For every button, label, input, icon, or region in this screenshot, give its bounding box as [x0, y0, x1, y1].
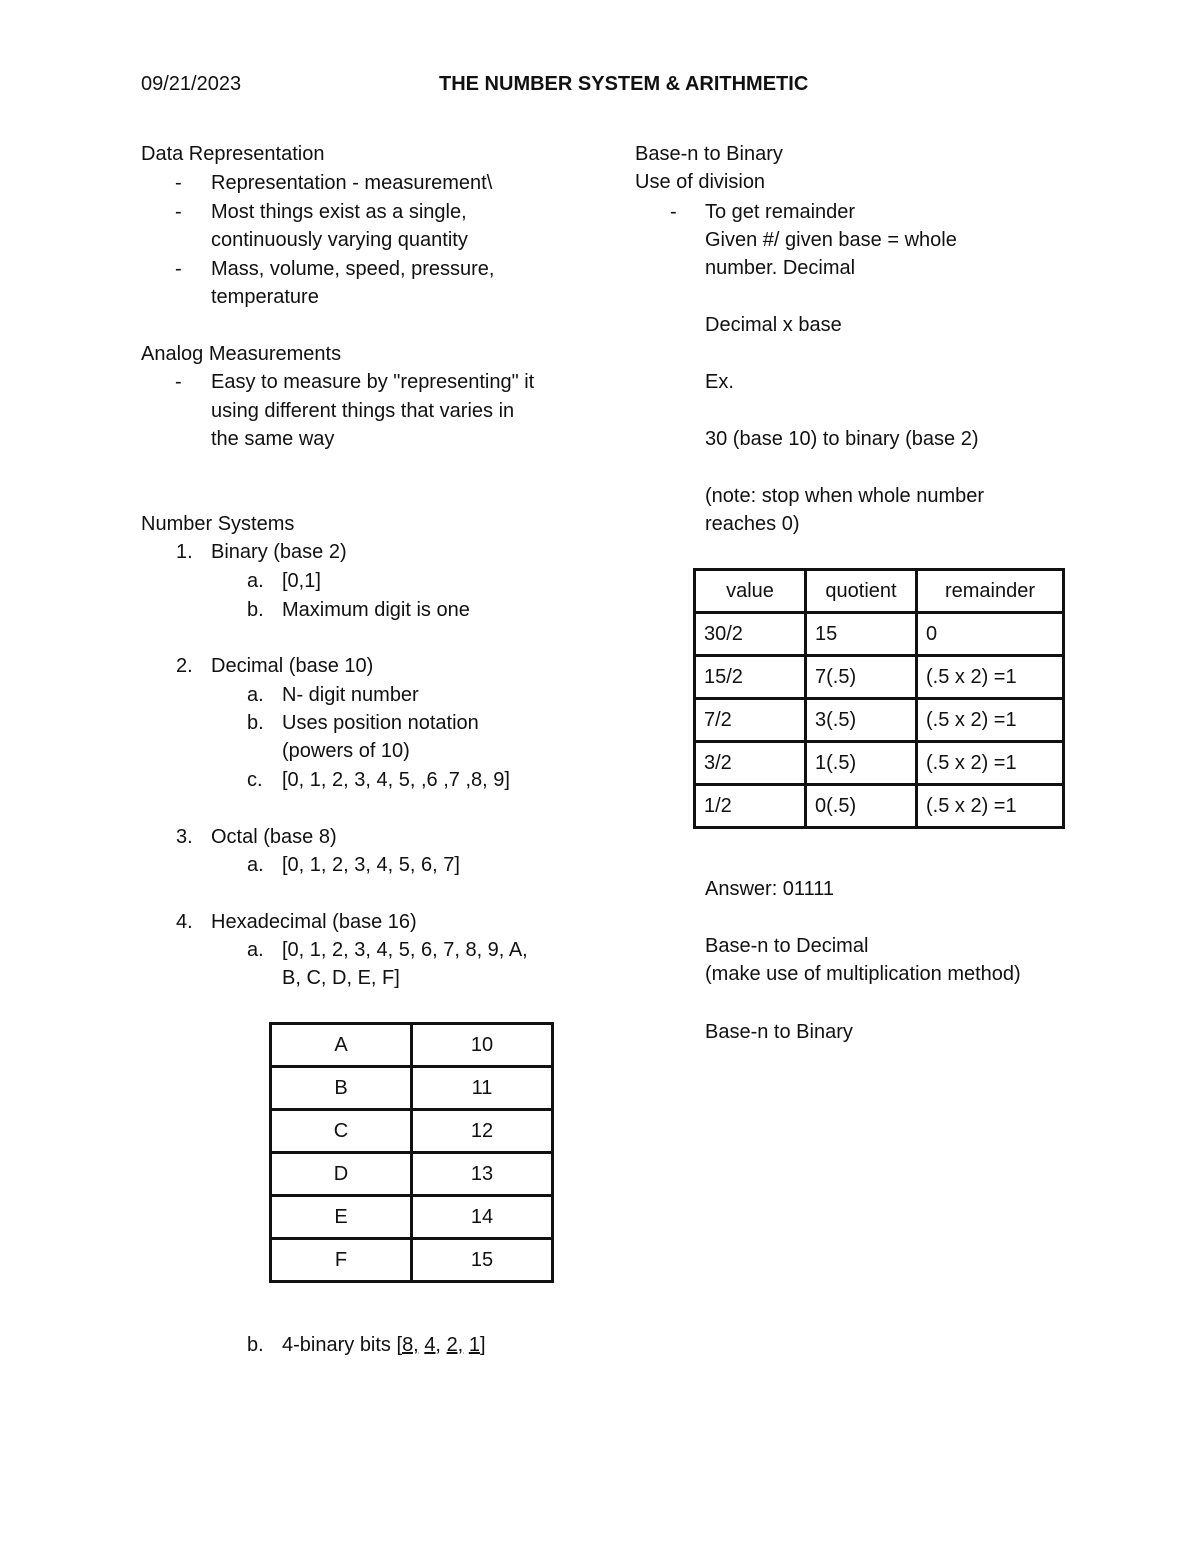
table-cell: (.5 x 2) =1: [917, 699, 1064, 742]
bullet-text: Easy to measure by "representing" it: [211, 371, 535, 393]
page-title: THE NUMBER SYSTEM & ARITHMETIC: [439, 73, 809, 95]
text-line: (make use of multiplication method): [705, 963, 1021, 985]
bullet-text: number. Decimal: [705, 257, 856, 279]
bullet-text: Mass, volume, speed, pressure,: [211, 258, 495, 280]
section-heading-number-systems: Number Systems: [141, 513, 295, 535]
table-cell: B: [271, 1067, 412, 1110]
list-subitem: [0, 1, 2, 3, 4, 5, 6, 7]: [282, 854, 460, 876]
table-cell: 3/2: [695, 742, 806, 785]
table-row: [695, 742, 1064, 785]
bits-suffix: ]: [479, 1334, 486, 1356]
table-row: [695, 613, 1064, 656]
table-cell: 10: [412, 1024, 553, 1067]
section-heading-base-n-to-decimal: Base-n to Decimal: [705, 935, 869, 957]
subheading-division: Use of division: [635, 171, 766, 193]
table-cell: D: [271, 1153, 412, 1196]
table-header-row: [695, 570, 1064, 613]
list-subitem: [0, 1, 2, 3, 4, 5, 6, 7, 8, 9, A,: [282, 939, 528, 961]
table-cell: 1/2: [695, 785, 806, 828]
list-subitem: (powers of 10): [282, 740, 410, 762]
table-cell: 7(.5): [806, 656, 917, 699]
list-item-decimal: Decimal (base 10): [211, 655, 374, 677]
table-cell: (.5 x 2) =1: [917, 742, 1064, 785]
table-cell: 12: [412, 1110, 553, 1153]
list-item-hexadecimal: Hexadecimal (base 16): [211, 911, 417, 933]
list-letter: b.: [247, 1334, 264, 1356]
bit-8: 8,: [402, 1334, 419, 1356]
table-row: [271, 1024, 553, 1067]
table-cell: (.5 x 2) =1: [917, 656, 1064, 699]
list-number: 2.: [176, 655, 193, 677]
bullet-text: continuously varying quantity: [211, 229, 468, 251]
table-cell: E: [271, 1196, 412, 1239]
list-letter: a.: [247, 939, 264, 961]
division-table: [693, 568, 1065, 829]
table-cell: 15/2: [695, 656, 806, 699]
list-item-octal: Octal (base 8): [211, 826, 337, 848]
table-cell: 0: [917, 613, 1064, 656]
list-subitem: Uses position notation: [282, 712, 479, 734]
bullet-dash: -: [670, 201, 677, 223]
table-row: [695, 656, 1064, 699]
bit-2: 2,: [446, 1334, 464, 1356]
bullet-text: temperature: [211, 286, 319, 308]
binary-bits-line: [282, 1331, 486, 1359]
table-cell: 30/2: [695, 613, 806, 656]
document-date: 09/21/2023: [141, 73, 242, 95]
list-subitem: [0,1]: [282, 570, 321, 592]
column-header: value: [695, 570, 806, 613]
list-letter: a.: [247, 570, 264, 592]
list-letter: a.: [247, 854, 264, 876]
list-letter: a.: [247, 684, 264, 706]
table-cell: 14: [412, 1196, 553, 1239]
list-letter: c.: [247, 769, 263, 791]
table-cell: 7/2: [695, 699, 806, 742]
column-header: quotient: [806, 570, 917, 613]
table-cell: F: [271, 1239, 412, 1282]
section-heading-data-representation: Data Representation: [141, 143, 325, 165]
section-heading-base-n-to-binary: Base-n to Binary: [635, 143, 783, 165]
table-row: [271, 1196, 553, 1239]
table-row: [271, 1239, 553, 1282]
bullet-text: Given #/ given base = whole: [705, 229, 957, 251]
table-cell: 13: [412, 1153, 553, 1196]
bit-1: 1: [468, 1334, 480, 1356]
table-row: [271, 1110, 553, 1153]
list-subitem: B, C, D, E, F]: [282, 967, 400, 989]
bit-4: 4,: [424, 1334, 441, 1356]
text-line: 30 (base 10) to binary (base 2): [705, 428, 979, 450]
hex-table: [269, 1022, 554, 1283]
table-cell: C: [271, 1110, 412, 1153]
list-number: 3.: [176, 826, 193, 848]
bullet-dash: -: [175, 201, 182, 223]
bullet-text: Representation - measurement\: [211, 172, 493, 194]
text-line: Ex.: [705, 371, 734, 393]
bullet-text: To get remainder: [705, 201, 856, 223]
section-heading-analog: Analog Measurements: [141, 343, 342, 365]
list-subitem: [0, 1, 2, 3, 4, 5, ,6 ,7 ,8, 9]: [282, 769, 510, 791]
table-row: [695, 785, 1064, 828]
table-row: [695, 699, 1064, 742]
bullet-text: the same way: [211, 428, 335, 450]
column-header: remainder: [917, 570, 1064, 613]
bullet-dash: -: [175, 371, 182, 393]
bullet-dash: -: [175, 258, 182, 280]
list-number: 4.: [176, 911, 193, 933]
answer-text: Answer: 01111: [705, 878, 834, 900]
table-cell: 0(.5): [806, 785, 917, 828]
table-row: [271, 1067, 553, 1110]
section-heading-base-n-to-binary-2: Base-n to Binary: [705, 1021, 853, 1043]
table-row: [271, 1153, 553, 1196]
table-cell: 15: [412, 1239, 553, 1282]
list-item-binary: Binary (base 2): [211, 541, 347, 563]
table-cell: A: [271, 1024, 412, 1067]
table-cell: 15: [806, 613, 917, 656]
table-cell: 1(.5): [806, 742, 917, 785]
text-line: Decimal x base: [705, 314, 842, 336]
list-number: 1.: [176, 541, 193, 563]
list-letter: b.: [247, 712, 264, 734]
list-subitem: N- digit number: [282, 684, 419, 706]
list-letter: b.: [247, 599, 264, 621]
note-line: reaches 0): [705, 513, 800, 535]
bullet-text: Most things exist as a single,: [211, 201, 467, 223]
bits-prefix: 4-binary bits [: [282, 1334, 403, 1356]
note-line: (note: stop when whole number: [705, 485, 985, 507]
bullet-text: using different things that varies in: [211, 400, 515, 422]
table-cell: (.5 x 2) =1: [917, 785, 1064, 828]
list-subitem: Maximum digit is one: [282, 599, 470, 621]
table-cell: 11: [412, 1067, 553, 1110]
bullet-dash: -: [175, 172, 182, 194]
table-cell: 3(.5): [806, 699, 917, 742]
